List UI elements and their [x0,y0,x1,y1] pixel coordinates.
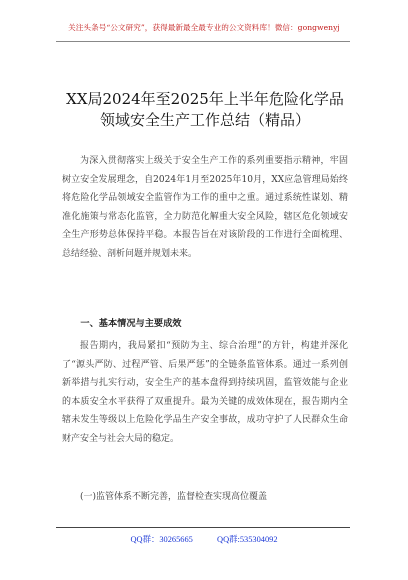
section-1-paragraph: 报告期内，我局紧扣“预防为主、综合治理”的方针，构建并深化了“源头严防、过程严管、后果严惩”的全链条监管体系。通过一系列创新举措与扎实行动，安全生产的基本盘得到持续巩固，监管效能与企业的本质安全水平获得了双重提升。最为关键的成效体现在，报告期内全辖未发生等级以上危险化学品生产安全事故，成功守护了人民群众生命财产安全与社会大局的稳定。 [62,341,348,444]
banner-text: 关注头条号“公文研究”，获得最新最全最专业的公文资料库！微信：gongwenyj [68,23,340,32]
subsection-1-heading: (一)监管体系不断完善，监督检查实现高位覆盖 [80,492,268,502]
title-line-1: XX局2024年至2025年上半年危险化学品 [66,90,344,108]
footer-qq-group-2: QQ群:535304092 [217,535,278,544]
top-divider [56,41,350,42]
document-title [52,89,358,131]
intro-paragraph: 为深入贯彻落实上级关于安全生产工作的系列重要指示精神，牢固树立安全发展理念，自2024年1月至2025年10月，XX应急管理局始终将危险化学品领域安全监管作为工作的重中之重。通过系统性谋划、精准化施策与常态化监管，全力防范化解重大安全风险，辖区危化领域安全生产形势总体保持平稳。本报告旨在对该阶段的工作进行全面梳理、总结经验、剖析问题并规划未来。 [62,156,348,259]
bottom-divider [56,527,350,528]
footer [0,533,408,545]
title-line-2: 领域安全生产工作总结（精品） [99,111,310,129]
top-banner [0,22,408,33]
section-1-heading: 一、基本情况与主要成效 [80,318,182,329]
footer-qq-group-1: QQ群：30265665 [130,535,193,544]
